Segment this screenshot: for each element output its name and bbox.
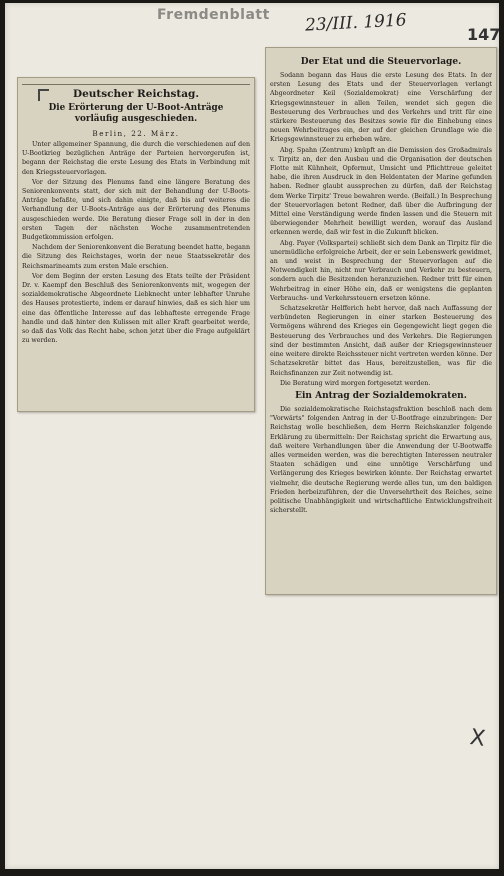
pencil-corner-mark xyxy=(38,89,49,101)
article-title: Deutscher Reichstag. xyxy=(72,88,200,100)
article-paragraph: Nachdem der Seniorenkonvent die Beratung beendet hatte, begann die Sitzung des Reichstages, worin der neue Staatssekretär des Reichsmarineamts zum ersten Male erschien. xyxy=(22,244,250,270)
divider xyxy=(22,84,250,85)
pencil-cross-mark: X xyxy=(468,725,487,752)
article-paragraph: Abg. Payer (Volkspartei) schließt sich dem Dank an Tirpitz für die unermüdliche erfolgreiche Arbeit, der er sein Lebenswerk gewidmet, an und weist in Besprechung der Steuervorlagen auf die Notwendigkeit hin, nicht nur Verbrauch und Verkehr zu besteuern, sondern auch die Besitzenden heranzuziehen. Redner tritt für einen Wehrbeitrag in einer Höhe ein, daß er wenigstens die geplanten Verbrauchs- und Verkehrssteuern ersetzen könne. xyxy=(270,239,492,302)
dateline: Berlin, 22. März. xyxy=(92,129,180,138)
motion-title: Ein Antrag der Sozialdemokraten. xyxy=(295,390,467,401)
article-paragraph: Unter allgemeiner Spannung, die durch die verschiedenen auf den U-Bootkrieg bezüglichen Anträge der Parteien hervorgerufen ist, begann der Reichstag die erste Lesung des Etats in Verbindung mit den Kriegssteuervorlagen. xyxy=(22,141,250,176)
page-number: 147 xyxy=(467,25,501,44)
article-paragraph: Sodann begann das Haus die erste Lesung des Etats. In der ersten Lesung des Etats und der Steuervorlagen verlangt Abgeordneter Keil (Sozialdemokrat) eine Verschärfung der Kriegsgewinnsteuer in allen Teilen, wendet sich gegen die Besteuerung des Verbrauches und des Verkehrs und tritt für eine stärkere Besteuerung des Besitzes sowie für die Einhebung eines neuen Wehrbeitrages ein, der auf der gleichen Grundlage wie die Kriegsgewinnsteuer zu erheben wäre. xyxy=(270,72,492,144)
article-paragraph: Vor der Sitzung des Plenums fand eine längere Beratung des Seniorenkonvents statt, der sich mit der Behandlung der U-Boots-Anträge befaßte, und sich dahin einigte, daß bis auf weiteres die Verhandlung der U-Boots-Anträge aus der Erörterung des Plenums ausgeschieden werde. Die Beratung dieser Frage soll in der in den ersten Tagen der nächsten Woche zusammentretenden Budgetkommission erfolgen. xyxy=(22,178,250,242)
article-paragraph: Vor dem Beginn der ersten Lesung des Etats teilte der Präsident Dr. v. Kaempf den Beschluß des Seniorenkonvents mit, wogegen der sozialdemokratische Abgeordnete Liebknecht unter lebhafter Unruhe des Hauses protestierte, indem er darauf hinwies, daß es sich hier um eine das öffentliche Interesse auf das lebhafteste erregende Frage handle und daß hinter den Kulissen mit aller Kraft gearbeitet werde, so daß das Volk das Recht habe, schon jetzt über die Frage aufgeklärt zu werden. xyxy=(22,272,250,345)
article-title: Der Etat und die Steuervorlage. xyxy=(300,57,462,67)
motion-paragraph: Die sozialdemokratische Reichstagsfraktion beschloß nach dem "Vorwärts" folgenden Antrag in der U-Bootfrage einzubringen: Der Reichstag wolle beschließen, dem Herrn Reichskanzler folgende Erklärung zu übermitteln: Der Reichstag spricht die Erwartung aus, daß weitere Verhandlungen über die Anwendung der U-Bootwaffe alles vermeiden werden, was die berechtigten Interessen neutraler Staaten schädigen und eine unnötige Verschärfung und Verlängerung des Krieges bewirken könnte. Der Reichstag erwartet vielmehr, die deutsche Regierung werde alles tun, um den baldigen Frieden herbeizuführen, der die Unversehrtheit des Reiches, seine politische Unabhängigkeit und wirtschaftliche Entwicklungsfreiheit sicherstellt. xyxy=(270,405,492,515)
archive-page xyxy=(5,3,499,869)
article-paragraph: Schatzsekretär Helfferich hebt hervor, daß nach Auffassung der verbündeten Regierungen in einer starken Besteuerung des Vermögens während des Krieges ein Gegengewicht liegt gegen die Besteuerung des Verbrauches und des Verkehrs. Die Regierungen sind der bestimmten Ansicht, daß außer der Kriegsgewinnsteuer eine weitere direkte Reichssteuer nicht vertreten werden könne. Der Schatzsekretär bittet das Haus, bereitzustellen, was für die Reichsfinanzen zur Zeit notwendig ist. xyxy=(270,305,492,377)
article-subtitle: Die Erörterung der U-Boot-Anträge vorläufig ausgeschieden. xyxy=(48,103,224,124)
newspaper-name-stamp: Fremdenblatt xyxy=(157,7,270,23)
clipping-etat xyxy=(265,47,497,595)
clipping-reichstag xyxy=(17,77,255,412)
article-paragraph: Die Beratung wird morgen fortgesetzt werden. xyxy=(280,379,431,387)
handwritten-date: 23/III. 1916 xyxy=(304,10,408,36)
article-paragraph: Abg. Spahn (Zentrum) knüpft an die Demission des Großadmirals v. Tirpitz an, der den Ausbau und die Organisation der deutschen Flotte mit Kühnheit, Opfermut, Umsicht und Pflichttreue geleitet habe, die ihren Ausdruck in den Heldentaten der Marine gefunden haben. Redner glaubt aussprechen zu dürfen, daß der Reichstag dem Werke Tirpitz' Treue bewahren werde. (Beifall.) In Besprechung der Steuervorlagen betont Redner, daß über die Aufbringung der Mittel eine Verständigung werde finden lassen und die Steuern mit überwiegender Mehrheit bewilligt werden, worauf das Ausland erkennen werde, daß wir fest in die Zukunft blicken. xyxy=(270,146,492,237)
